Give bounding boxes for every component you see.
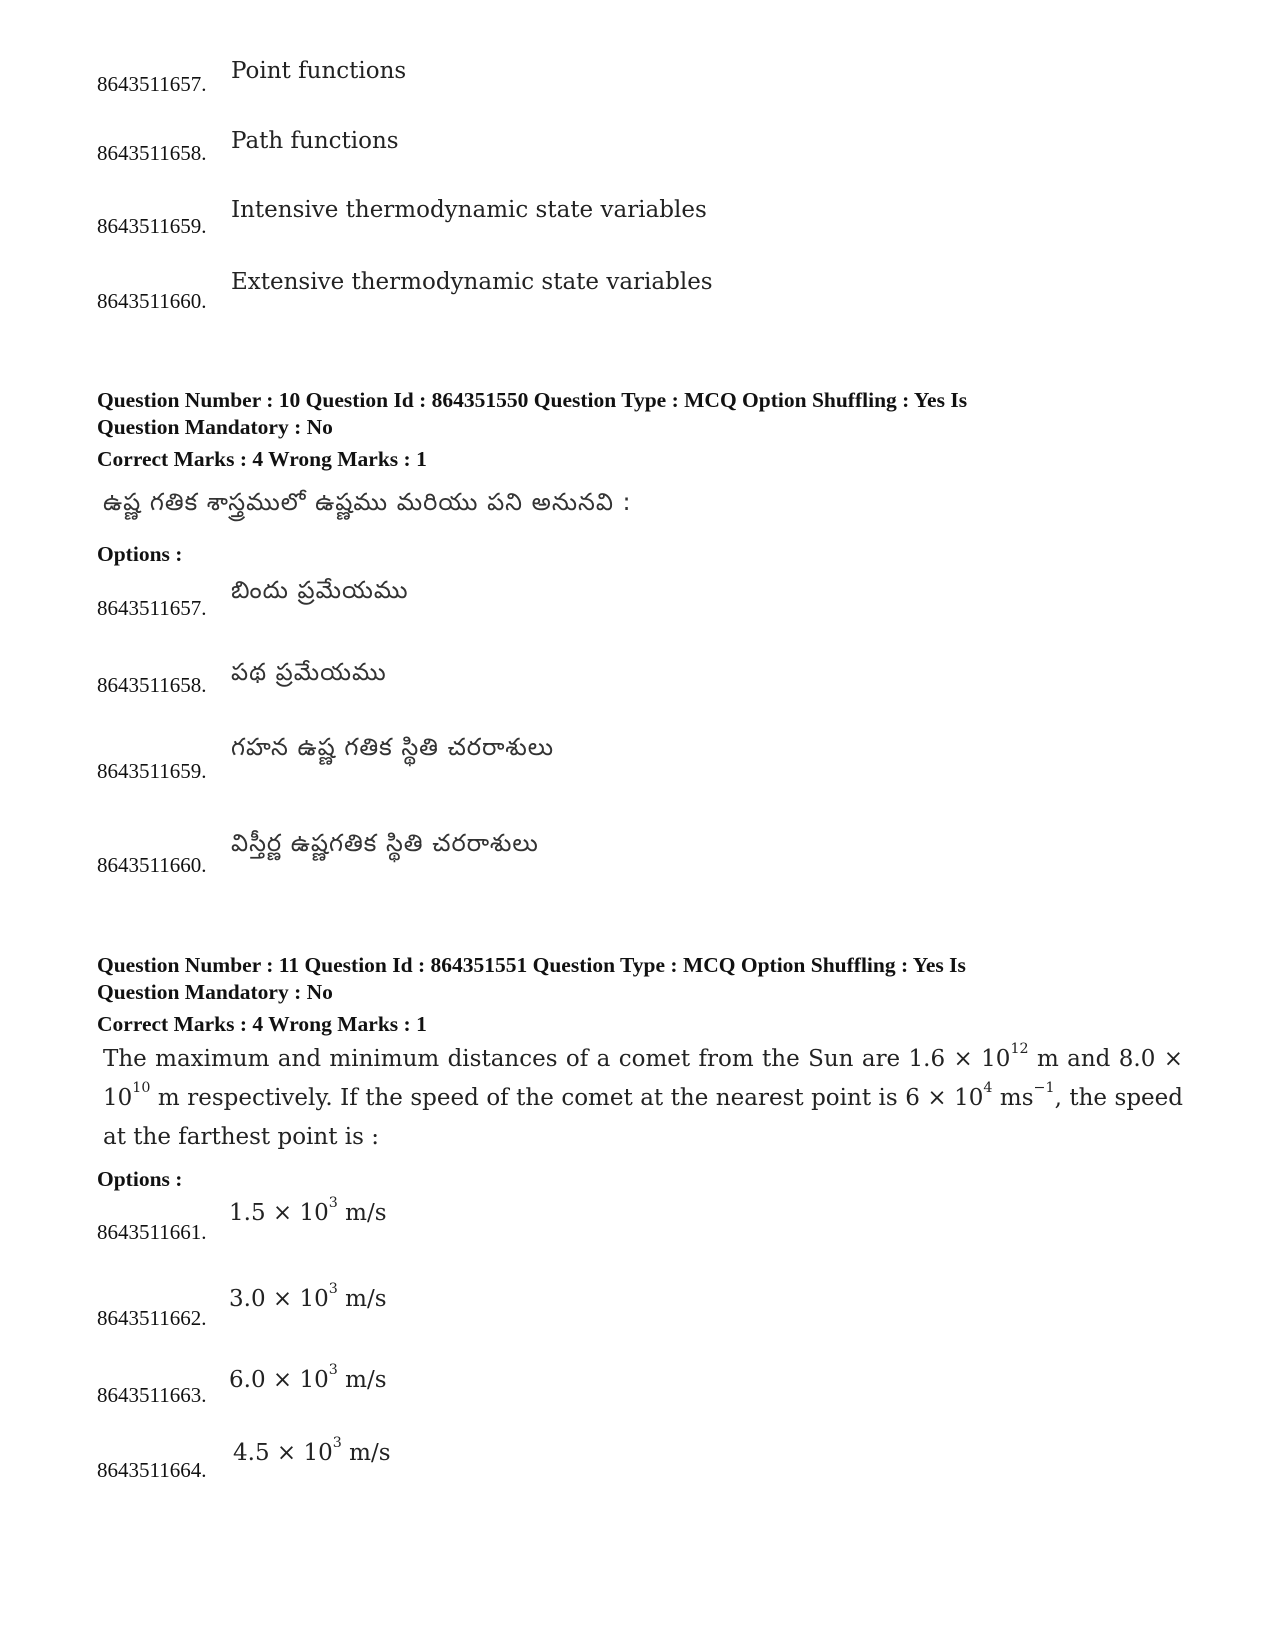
option-id: 8643511658.	[97, 141, 207, 165]
options-label: Options :	[97, 542, 183, 566]
marks-line: Correct Marks : 4 Wrong Marks : 1	[97, 447, 427, 471]
option-unit: m/s	[337, 1367, 387, 1393]
exponent: 3	[328, 1281, 338, 1298]
option-text: Extensive thermodynamic state variables	[231, 269, 713, 295]
option-id: 8643511659.	[97, 759, 207, 783]
exponent: 3	[328, 1195, 338, 1212]
question-header-line1: Question Number : 10 Question Id : 864351550 Question Type : MCQ Option Shuffling : Yes Is	[97, 388, 968, 412]
exponent: 10	[132, 1080, 151, 1097]
option-id: 8643511660.	[97, 289, 207, 313]
question-header-line2: Question Mandatory : No	[97, 415, 333, 439]
option-id: 8643511657.	[97, 72, 207, 96]
exponent: 3	[328, 1362, 338, 1379]
question-text: ఉష్ణ గతిక శాస్త్రములో ఉష్ణము మరియు పని అనునవి :	[103, 488, 632, 516]
option-text: Intensive thermodynamic state variables	[231, 197, 707, 223]
option-id: 8643511664.	[97, 1458, 207, 1482]
question-text-part: , the speed at the farthest point is :	[103, 1085, 1183, 1150]
question-text-part: The maximum and minimum distances of a comet from the Sun are 1.6 × 10	[103, 1046, 1011, 1072]
option-id: 8643511662.	[97, 1306, 207, 1330]
option-text	[233, 1435, 391, 1466]
option-id: 8643511657.	[97, 596, 207, 620]
option-unit: m/s	[337, 1286, 387, 1312]
question-header-line1: Question Number : 11 Question Id : 864351551 Question Type : MCQ Option Shuffling : Yes Is	[97, 953, 966, 977]
option-id: 8643511663.	[97, 1383, 207, 1407]
options-label: Options :	[97, 1167, 183, 1191]
option-text: Path functions	[231, 128, 399, 154]
option-base: 6.0 × 10	[229, 1367, 329, 1393]
option-base: 1.5 × 10	[229, 1200, 329, 1226]
option-id: 8643511661.	[97, 1220, 207, 1244]
option-text	[229, 1195, 387, 1226]
exponent: −1	[1033, 1080, 1055, 1097]
option-text: పథ ప్రమేయము	[231, 658, 387, 686]
option-base: 3.0 × 10	[229, 1286, 329, 1312]
option-base: 4.5 × 10	[233, 1440, 333, 1466]
option-id: 8643511660.	[97, 853, 207, 877]
marks-line: Correct Marks : 4 Wrong Marks : 1	[97, 1012, 427, 1036]
option-text: బిందు ప్రమేయము	[231, 576, 409, 604]
question-header-line2: Question Mandatory : No	[97, 980, 333, 1004]
option-text	[229, 1281, 387, 1312]
exponent: 4	[983, 1080, 993, 1097]
option-id: 8643511659.	[97, 214, 207, 238]
option-text: గహన ఉష్ణ గతిక స్థితి చరరాశులు	[231, 733, 555, 761]
option-text: Point functions	[231, 58, 407, 84]
question-text-part: ms	[992, 1085, 1034, 1111]
option-unit: m/s	[337, 1200, 387, 1226]
question-text	[103, 1040, 1183, 1157]
exponent: 12	[1010, 1041, 1029, 1058]
question-text-part: m and 8.0 × 10	[103, 1046, 1184, 1111]
option-id: 8643511658.	[97, 673, 207, 697]
question-text-part: m respectively. If the speed of the comet at the nearest point is 6 × 10	[150, 1085, 984, 1111]
option-text	[229, 1362, 387, 1393]
option-text: విస్తీర్ణ ఉష్ణగతిక స్థితి చరరాశులు	[231, 829, 539, 857]
option-unit: m/s	[341, 1440, 391, 1466]
exponent: 3	[332, 1435, 342, 1452]
